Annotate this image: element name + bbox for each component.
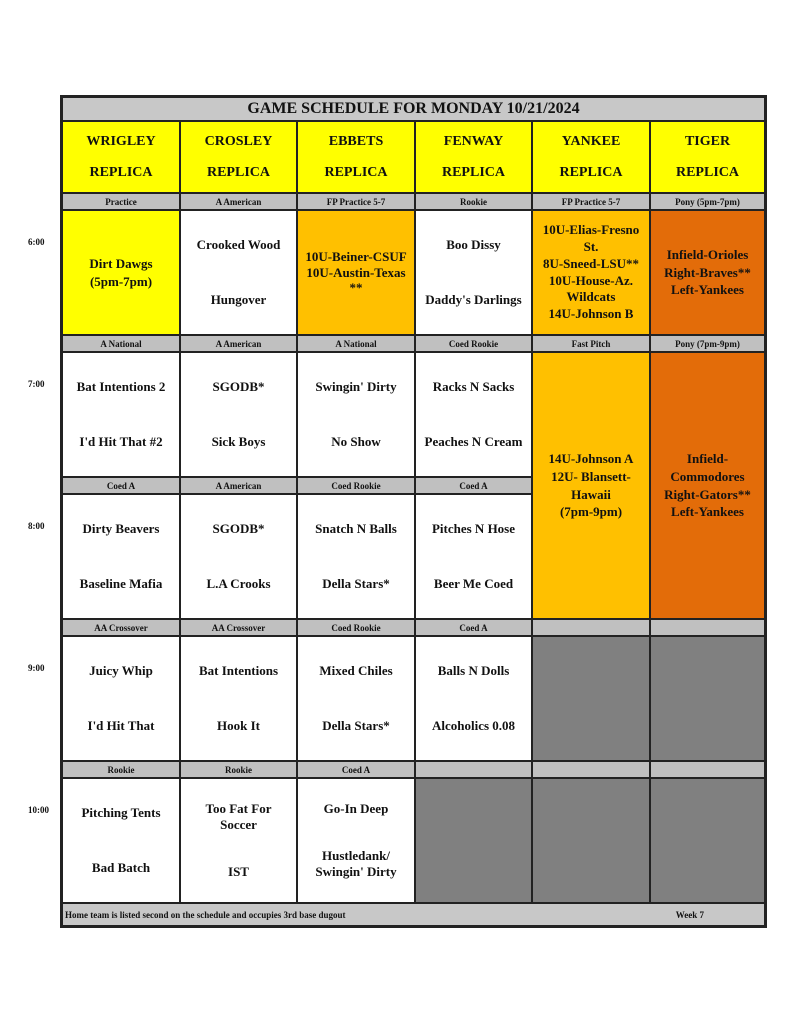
game-slot-fenway-8: Pitches N Hose Beer Me Coed xyxy=(415,494,532,619)
division-label: Coed A xyxy=(62,477,180,494)
division-label: FP Practice 5-7 xyxy=(297,193,415,210)
game-slot-ebbets-8: Snatch N Balls Della Stars* xyxy=(297,494,415,619)
game-slot-crosley-9: Bat Intentions Hook It xyxy=(180,636,297,761)
empty-slot xyxy=(650,636,765,761)
empty-slot xyxy=(415,778,532,903)
footer-note: Home team is listed second on the schedule and occupies 3rd base dugout xyxy=(65,909,346,920)
field-header-yankee: YANKEE REPLICA xyxy=(532,121,650,193)
division-label: Rookie xyxy=(180,761,297,778)
division-label: Fast Pitch xyxy=(532,335,650,352)
division-label: Rookie xyxy=(62,761,180,778)
time-7: 7:00 xyxy=(28,379,45,389)
schedule-title: GAME SCHEDULE FOR MONDAY 10/21/2024 xyxy=(62,97,765,121)
empty-slot xyxy=(532,778,650,903)
field-header-wrigley: WRIGLEY REPLICA xyxy=(62,121,180,193)
game-slot-yankee-7-9: 14U-Johnson A 12U- Blansett- Hawaii (7pm-9pm) xyxy=(532,352,650,619)
field-header-ebbets: EBBETS REPLICA xyxy=(297,121,415,193)
field-header-tiger: TIGER REPLICA xyxy=(650,121,765,193)
division-label: Coed Rookie xyxy=(297,477,415,494)
game-slot-crosley-7: SGODB* Sick Boys xyxy=(180,352,297,477)
game-slot-ebbets-7: Swingin' Dirty No Show xyxy=(297,352,415,477)
division-label-blank xyxy=(650,761,765,778)
division-label: Coed Rookie xyxy=(297,619,415,636)
time-8: 8:00 xyxy=(28,521,45,531)
field-header-fenway: FENWAY REPLICA xyxy=(415,121,532,193)
division-label: Coed Rookie xyxy=(415,335,532,352)
game-slot-fenway-6: Boo Dissy Daddy's Darlings xyxy=(415,210,532,335)
division-label: Coed A xyxy=(415,477,532,494)
division-label: Coed A xyxy=(415,619,532,636)
schedule-sheet xyxy=(60,95,767,928)
division-label-blank xyxy=(532,761,650,778)
division-label: FP Practice 5-7 xyxy=(532,193,650,210)
division-label: AA Crossover xyxy=(180,619,297,636)
division-label-blank xyxy=(532,619,650,636)
time-6: 6:00 xyxy=(28,237,45,247)
game-slot-fenway-7: Racks N Sacks Peaches N Cream xyxy=(415,352,532,477)
game-slot-crosley-10: Too Fat For Soccer IST xyxy=(180,778,297,903)
game-slot-ebbets-9: Mixed Chiles Della Stars* xyxy=(297,636,415,761)
division-label: A National xyxy=(62,335,180,352)
game-slot-fenway-9: Balls N Dolls Alcoholics 0.08 xyxy=(415,636,532,761)
division-label: Practice xyxy=(62,193,180,210)
game-slot-crosley-6: Crooked Wood Hungover xyxy=(180,210,297,335)
game-slot-wrigley-9: Juicy Whip I'd Hit That xyxy=(62,636,180,761)
division-label-blank xyxy=(415,761,532,778)
game-slot-wrigley-6: Dirt Dawgs (5pm-7pm) xyxy=(62,210,180,335)
time-9: 9:00 xyxy=(28,663,45,673)
empty-slot xyxy=(532,636,650,761)
game-slot-tiger-7-9: Infield- Commodores Right-Gators** Left-Yankees xyxy=(650,352,765,619)
game-slot-tiger-6: Infield-Orioles Right-Braves** Left-Yankees xyxy=(650,210,765,335)
division-label: A American xyxy=(180,477,297,494)
division-label: A National xyxy=(297,335,415,352)
time-10: 10:00 xyxy=(28,805,49,815)
field-header-crosley: CROSLEY REPLICA xyxy=(180,121,297,193)
division-label-blank xyxy=(650,619,765,636)
empty-slot xyxy=(650,778,765,903)
game-slot-crosley-8: SGODB* L.A Crooks xyxy=(180,494,297,619)
game-slot-yankee-6: 10U-Elias-Fresno St. 8U-Sneed-LSU** 10U-House-Az. Wildcats 14U-Johnson B xyxy=(532,210,650,335)
division-label: Pony (5pm-7pm) xyxy=(650,193,765,210)
game-slot-wrigley-7: Bat Intentions 2 I'd Hit That #2 xyxy=(62,352,180,477)
game-slot-wrigley-10: Pitching Tents Bad Batch xyxy=(62,778,180,903)
division-label: A American xyxy=(180,335,297,352)
division-label: Coed A xyxy=(297,761,415,778)
week-label: Week 7 xyxy=(675,909,704,920)
game-slot-ebbets-10: Go-In Deep Hustledank/ Swingin' Dirty xyxy=(297,778,415,903)
footer-bar xyxy=(62,903,765,926)
game-slot-wrigley-8: Dirty Beavers Baseline Mafia xyxy=(62,494,180,619)
division-label: A American xyxy=(180,193,297,210)
game-slot-ebbets-6: 10U-Beiner-CSUF 10U-Austin-Texas ** xyxy=(297,210,415,335)
division-label: Pony (7pm-9pm) xyxy=(650,335,765,352)
division-label: AA Crossover xyxy=(62,619,180,636)
division-label: Rookie xyxy=(415,193,532,210)
